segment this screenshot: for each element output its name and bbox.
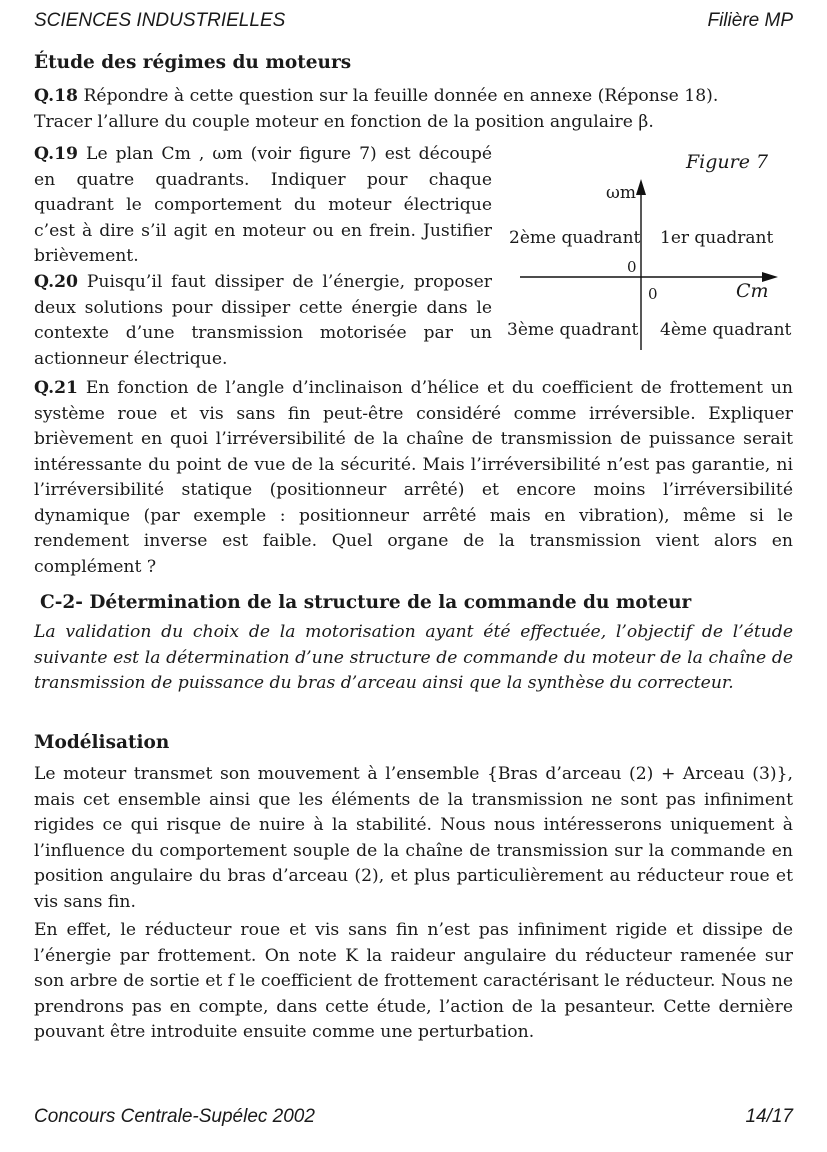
figure-7 bbox=[500, 145, 800, 360]
paragraph-1: Le moteur transmet son mouvement à l’ensemble {Bras d’arceau (2) + Arceau (3)}, mais cet ensemble ainsi que les éléments de la transmission ne sont pas infiniment rigides ce qui risque de nuire à la stabilité. Nous nous intéresserons uniquement à l’influence du comportement souple de la chaîne de transmission sur la commande en position angulaire du bras d’arceau (2), et plus particulièrement au réducteur roue et vis sans fin. bbox=[34, 764, 793, 912]
question-text: Le plan Cm , ωm (voir figure 7) est découpé en quatre quadrants. Indiquer pour chaque quadrant le comportement du moteur électrique c’est à dire s’il agit en moteur ou en frein. Justifier brièvement. bbox=[34, 144, 492, 266]
quadrant-3-label: 3ème quadrant bbox=[507, 320, 639, 340]
modelisation-heading: Modélisation bbox=[34, 732, 170, 753]
question-number: Q.21 bbox=[34, 378, 79, 398]
question-text-line2: Tracer l’allure du couple moteur en fonction de la position angulaire β. bbox=[34, 111, 654, 132]
question-19 bbox=[34, 142, 492, 270]
quadrant-2-label: 2ème quadrant bbox=[509, 228, 641, 248]
page-header bbox=[34, 10, 793, 36]
origin-label-y: 0 bbox=[627, 258, 637, 276]
quadrant-4-label: 4ème quadrant bbox=[660, 320, 792, 340]
page-number: 14/17 bbox=[745, 1106, 793, 1127]
quadrant-1-label: 1er quadrant bbox=[660, 228, 774, 248]
page-footer bbox=[34, 1106, 793, 1132]
x-axis-label: Cm bbox=[736, 280, 769, 302]
paragraph-2: En effet, le réducteur roue et vis sans fin n’est pas infiniment rigide et dissipe de l’énergie par frottement. On note K la raideur angulaire du réducteur ramenée sur son arbre de sortie et f le coefficient de frottement caractérisant le réducteur. Nous ne prendrons pas en compte, dans cette étude, l’action de la pesanteur. Cette dernière pouvant être introduite ensuite comme une perturbation. bbox=[34, 920, 793, 1042]
question-number: Q.20 bbox=[34, 272, 79, 292]
question-text: Répondre à cette question sur la feuille donnée en annexe (Réponse 18). bbox=[78, 86, 719, 106]
y-axis-label: ωm bbox=[606, 183, 636, 203]
intro-paragraph: La validation du choix de la motorisation ayant été effectuée, l’objectif de l’étude suivante est la détermination d’une structure de commande du moteur de la chaîne de transmission de puissance du bras d’arceau ainsi que la synthèse du correcteur. bbox=[34, 622, 793, 693]
question-20 bbox=[34, 270, 492, 372]
figure-caption: Figure 7 bbox=[686, 151, 769, 173]
header-subject: SCIENCES INDUSTRIELLES bbox=[34, 10, 286, 31]
subsection-title: C-2- Détermination de la structure de la commande du moteur bbox=[40, 592, 692, 613]
y-axis-arrow bbox=[636, 179, 646, 195]
question-text: Puisqu’il faut dissiper de l’énergie, proposer deux solutions pour dissiper cette énergie dans le contexte d’une transmission motorisée par un actionneur électrique. bbox=[34, 272, 492, 369]
question-number: Q.19 bbox=[34, 144, 79, 164]
footer-contest: Concours Centrale-Supélec 2002 bbox=[34, 1106, 315, 1127]
section-title: Étude des régimes du moteurs bbox=[34, 52, 352, 73]
question-18 bbox=[34, 84, 793, 135]
question-text: En fonction de l’angle d’inclinaison d’hélice et du coefficient de frottement un système roue et vis sans fin peut-être considéré comme irréversible. Expliquer brièvement en quoi l’irréversibilité de la chaîne de transmission de puissance serait intéressante du point de vue de la sécurité. Mais l’irréversibilité n’est pas garantie, ni l’irréversibilité statique (positionneur arrêté) et encore moins l’irréversibilité dynamique (par exemple : positionneur arrêté mais en vibration), même si le rendement inverse est faible. Quel organe de la transmission vient alors en complément ? bbox=[34, 378, 793, 577]
origin-label-x: 0 bbox=[648, 285, 658, 303]
question-number: Q.18 bbox=[34, 86, 79, 106]
question-21 bbox=[34, 376, 793, 580]
header-track: Filière MP bbox=[707, 10, 793, 31]
